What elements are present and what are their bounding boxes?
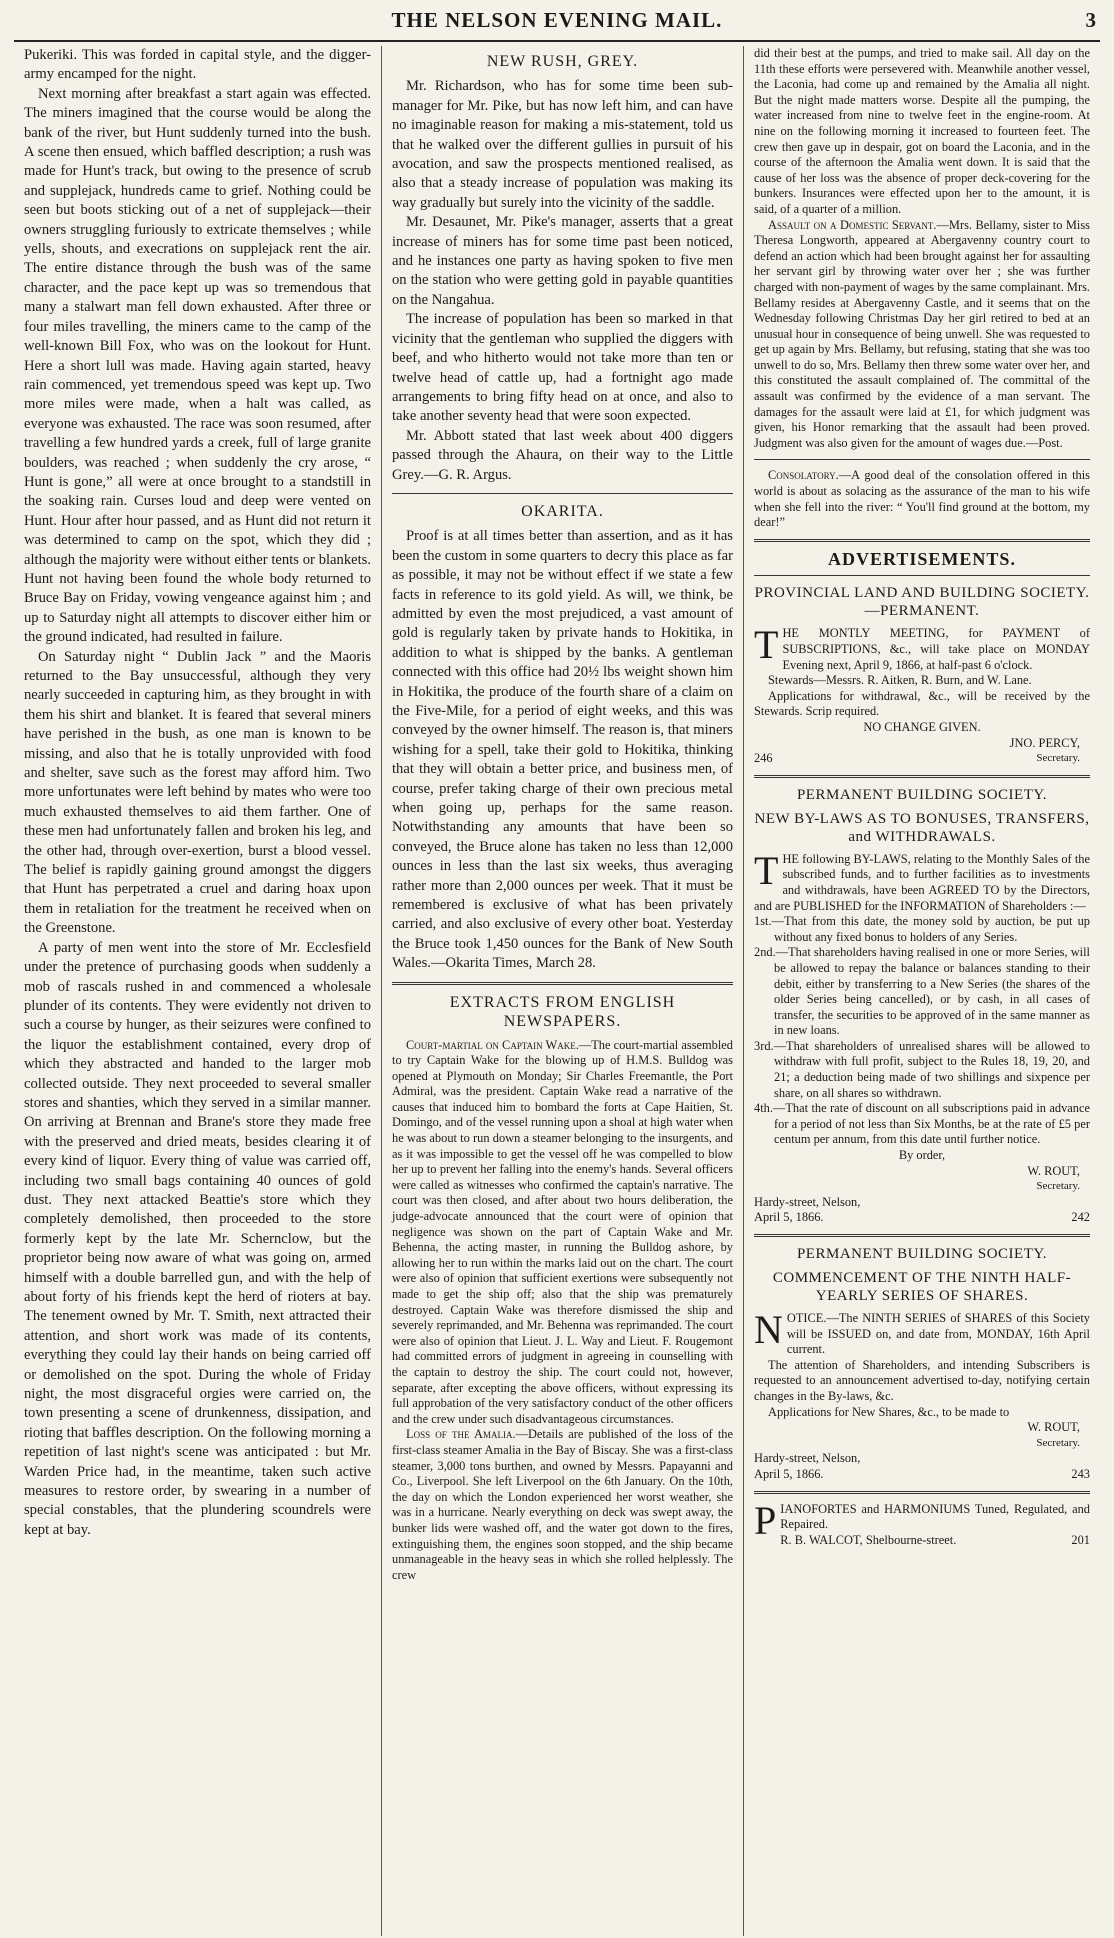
article-paragraph: Next morning after breakfast a start again was effected. The miners imagined that the course would be along the bank of the river, but Hunt suddenly turned into the bush. A scene then ensued, which baffled description; a rush was made for Hunt's track, but owing to the presence of scrub and supplejack, hundreds came to grief. Nothing could be seen but boots sticking out of a net of supplejack—their owners struggling furiously to extricate themselves ; while yells, shouts, and execrations on supplejack rent the air. The entire distance through the bush was of the same character, and the pace kept up was so tremendous that many a stalwart man fell down exhausted. After three or four miles travelling, the miners came to the camp of the well-known Bill Fox, who was on the lookout for Hunt. Here a short lull was made. Having again started, heavy rain commenced, yet tremendous speed was kept up. Two more miles were made, when a halt was called, as everyone was exhausted. The race was soon resumed, after travelling a few hundred yards a creek, full of large granite boulders, was reached ; when suddenly the cry arose, “ Hunt is gone,” all were at once brought to a standstill in the soaking rain. Curses loud and deep were vented on Hunt. Hour after hour passed, and as Hunt did not return it was determined to camp on the spot, which they did ; although the majority were without either tents or blankets. Hunt not having been found the whole body returned to Bruce Bay on Friday, vowing vengeance against him ; and up to Saturday night all attempts to discover either him or the ground indicated, had resulted in failure. [24, 85, 371, 646]
ad-date: April 5, 1866. [754, 1466, 824, 1481]
new-rush-heading: NEW RUSH, GREY. [486, 53, 639, 70]
ad-attention: The attention of Shareholders, and intending Subscribers is requested to an announcement advertised to-day, notifying certain changes in the By-laws, &c. [754, 1357, 1090, 1403]
ad-signer: W. ROUT, [1027, 1163, 1080, 1178]
ad-title: PERMANENT BUILDING SOCIETY. [796, 786, 1048, 803]
article-paragraph: The increase of population has been so marked in that vicinity that the gentleman who supplied the diggers with beef, and who hitherto would not take more than ten or twelve head of cattle up, had a fortnight ago made arrangements to bring fifty head on at once, and also to take another seventy head that were soon expected. [392, 311, 733, 425]
ad-signer: JNO. PERCY, [1009, 735, 1080, 750]
drop-cap: T [754, 847, 779, 893]
divider [754, 775, 1090, 778]
ad-signer: R. B. WALCOT, Shelbourne-street. [780, 1532, 957, 1547]
ad-body-text: OTICE.—The NINTH SERIES of SHARES of this Society will be ISSUED on, and date from, MONDAY, 16th April current. [786, 1311, 1090, 1357]
ad-subtitle: COMMENCEMENT OF THE NINTH HALF-YEARLY SERIES OF SHARES. [772, 1270, 1072, 1304]
assault-item [754, 218, 1090, 452]
court-martial-lead: Court-martial on Captain Wake. [406, 1037, 579, 1052]
assault-text: —Mrs. Bellamy, sister to Miss Theresa Longworth, appeared at Abergavenny country court to defend an action which had been brought against her for assaulting her servant girl by throwing water over her ; she was further charged with non-payment of wages by the same complainant. Mrs. Bellamy resides at Abergavenny Castle, and it seems that on the Wednesday following Christmas Day her girl retired to bed at an unusual hour in consequence of being unwell. She was requested to get up again by Mrs. Bellamy, but refusing, stating that she was too unwell to do so, Mrs. Bellamy then threw some water over her, and this constituted the assault complained of. The committal of the assault was confirmed by the evidence of a man servant. The damages for the assault were laid at £1, for which judgment was given, his Honor remarking that the assault had been proved. Judgment was also given for the amount of wages due.—Post. [754, 217, 1090, 450]
ad-no-change: NO CHANGE GIVEN. [863, 719, 981, 734]
extracts-heading: EXTRACTS FROM ENGLISH NEWSPAPERS. [449, 993, 676, 1031]
ad-title: PERMANENT BUILDING SOCIETY. [796, 1246, 1048, 1262]
amalia-item [392, 1427, 733, 1583]
ad-ref: 242 [1071, 1210, 1090, 1225]
column-2 [382, 46, 744, 1936]
ad-footer [780, 1533, 1090, 1549]
bylaw-item: 1st.—That from this date, the money sold by auction, be put up without any fixed bonus to holders of any Series. [754, 914, 1090, 944]
okarita-heading: OKARITA. [521, 502, 604, 520]
page-number: 3 [1085, 8, 1096, 32]
assault-lead: Assault on a Domestic Servant. [768, 217, 937, 232]
amalia-lead: Loss of the Amalia. [406, 1427, 516, 1442]
ad-role: Secretary. [1036, 1436, 1080, 1449]
court-martial-item [392, 1038, 733, 1428]
article-paragraph: A party of men went into the store of Mr. Ecclesfield under the pretence of purchasing goods when suddenly a mob of rascals rushed in and commenced a wholesale plunder of its contents. They were evidently not driven to such a course by hunger, as their seizures were confined to the liquor the establishment contained, every drop of which they abstracted and handed to the larger mob collected outside. They next proceeded to several smaller stores and shanties, which they served in a similar manner. On arriving at Brennan and Brane's store they made free with the preserved and dried meats, besides clearing it of every kind of liquor. Every thing of value was carried off, including two small bags containing 40 ounces of gold dust. They next attacked Beattie's store which they completely demolished, then proceeded to the store formerly kept by the late Mr. Schernclow, but the proprietor being now aware of what was going on, armed himself with a double barrelled gun, and with the help of about forty of his friends kept the herd of rioters at bay. The tenement owned by Mr. T. Smith, next attracted their attention, and short work was made of its contents, everything they could lay their hands on being carried off or demolished on the spot. During the whole of Friday night, the most disgraceful orgies were carried on, the town presenting a scene of drunkenness, dissipation, and rioting that baffles description. On the following morning a repetition of last night's scene was anticipated : but Mr. Warden Price had, in the meantime, taken such active measures to restore order, by swearing in a number of special constables, that the plundering scoundrels were kept at bay. [24, 939, 371, 1538]
divider [392, 982, 733, 985]
column-1 [14, 46, 382, 1936]
ad-stewards: Stewards—Messrs. R. Aitken, R. Burn, and W. Lane. [768, 673, 1032, 688]
ad-title: PROVINCIAL LAND AND BUILDING SOCIETY.—PERMANENT. [754, 585, 1090, 620]
bylaw-item: 3rd.—That shareholders of unrealised shares will be allowed to withdraw with full profit, subject to the Rules 18, 19, 20, and 21; a deduction being made of two shillings and sixpence per share, on all shares so withdrawn. [754, 1038, 1090, 1100]
divider [392, 493, 733, 494]
ad-subtitle: NEW BY-LAWS AS TO BONUSES, TRANSFERS, and WITHDRAWALS. [754, 810, 1090, 845]
article-paragraph: Mr. Abbott stated that last week about 400 diggers passed through the Ahaura, on their way to the Little Grey.—G. R. Argus. [392, 427, 733, 483]
ad-body-text: HE MONTLY MEETING, for PAYMENT of SUBSCRIPTIONS, &c., will take place on MONDAY Evening next, April 9, 1866, at half-past 6 o'clock. [782, 626, 1090, 672]
ad-date: April 5, 1866. [754, 1210, 824, 1225]
divider [754, 1234, 1090, 1237]
advertisement-ninth-series [754, 1245, 1090, 1483]
divider [754, 1491, 1090, 1494]
newspaper-title: THE NELSON EVENING MAIL. [391, 8, 723, 32]
bylaw-item: 2nd.—That shareholders having realised in one or more Series, will be allowed to repay the balance or balances standing to their debit, either by transferring to a New Series (the shares of the older Series being cancelled), or by cash, in all cases of transfer, the securities to be approved of in the same manner as in new loans. [754, 945, 1090, 1038]
consolatory-text: —A good deal of the consolation offered in this world is about as solacing as the assurance of the man to his wife when she fell into the river: “ You'll find ground at the bottom, my dear!” [754, 468, 1090, 530]
ad-signer: W. ROUT, [1027, 1420, 1080, 1435]
ad-role: Secretary. [1036, 752, 1080, 765]
ad-body [754, 622, 1090, 673]
advertisement-provincial [754, 584, 1090, 766]
ad-body-text: HE following BY-LAWS, relating to the Monthly Sales of the subscribed funds, and to further facilities as to investments and withdrawals, have been AGREED TO by the Directors, and are PUBLISHED for the INFORMATION of Shareholders :— [754, 851, 1090, 913]
advertisements-heading: ADVERTISEMENTS. [828, 548, 1016, 569]
masthead [14, 6, 1100, 42]
ad-applications: Applications for New Shares, &c., to be made to [768, 1404, 1010, 1419]
divider [754, 459, 1090, 460]
divider [754, 539, 1090, 542]
advertisement-pianofortes [754, 1497, 1090, 1549]
ad-role: Secretary. [1036, 1180, 1080, 1193]
drop-cap: N [754, 1307, 783, 1352]
article-paragraph: Pukeriki. This was forded in capital style, and the digger-army encamped for the night. [24, 47, 371, 83]
drop-cap: P [754, 1497, 777, 1543]
amalia-text: —Details are published of the loss of the first-class steamer Amalia in the Bay of Biscay. She was a first-class steamer, 3,000 tons burthen, and owned by Messrs. Papayanni and Co., Liverpool. She left Liverpool on the 6th January. On the 10th, the day on which the London experienced her worst weather, she was in a hurricane. Nearly everything on deck was swept away, the bunker lids were washed off, and the water got down to the fires, extinguishing them, the engines soon stopped, and the ship became unmanageable in the heavy seas in which she rolled helplessly. The crew [392, 1427, 733, 1582]
ad-address: Hardy-street, Nelson, [754, 1194, 861, 1209]
column-3 [744, 46, 1100, 1936]
ad-footer [754, 751, 1090, 767]
drop-cap: T [754, 622, 779, 668]
ad-ref: 243 [1071, 1466, 1090, 1481]
article-paragraph: Proof is at all times better than assertion, and as it has been the custom in some quarters to decry this place as far as possible, it may not be without effect if we state a few facts in reference to its gold yield. As will, we think, be admitted by even the most prejudiced, a vast amount of gold is regularly taken by private hands to Hokitika, in addition to what is shipped by the banks. A gentleman connected with this office had 20½ lbs weight shown him in Hokitika, the produce of the fourth share of a claim on the Five-Mile, for a period of eight weeks, and this was conveyed by the owner himself. The reason is, that miners wishing for a spell, take their gold to Hokitika, thinking that they will obtain a better price, and business men, of course, prefer taking charge of their own precious metal when going up, perhaps for the same reason. Notwithstanding any amounts that have been so conveyed, the Bruce alone has taken no less than 12,000 ounces in less than the last six weeks, thus averaging rather more than 2,000 ounces per week. That it must be remembered is exclusive of what has been privately carried, and also exclusive of every other boat. Yesterday the Bruce took 1,450 ounces for the Bank of New South Wales.—Okarita Times, March 28. [392, 528, 733, 972]
ad-applications: Applications for withdrawal, &c., will be received by the Stewards. Scrip required. [754, 688, 1090, 719]
ad-ref: 201 [1071, 1532, 1090, 1547]
divider [754, 575, 1090, 576]
ad-body [754, 1307, 1090, 1358]
ad-body [754, 847, 1090, 914]
article-paragraph: Mr. Desaunet, Mr. Pike's manager, asserts that a great increase of miners has for some time past been noticed, and he instances one party as having spoken to five men on the station who were getting gold in payable quantities on the Nangahua. [392, 214, 733, 308]
consolatory-lead: Consolatory. [768, 468, 839, 483]
columns [14, 46, 1100, 1936]
ad-footer [754, 1210, 1090, 1226]
article-paragraph: On Saturday night “ Dublin Jack ” and the Maoris returned to the Bay unsuccessful, although they very nearly succeeded in capturing him, as they brought in with them his shirt and blanket. It is feared that several miners have perished in the bush, as one man is known to be missing, and also that he is totally unprovided with food and shelter, save such as the forest may afford him. Two more unfortunates were left behind by mates who were too much exhausted themselves to aid them farther. One of these men had unfortunately fallen and broken his leg, and the other had, through over-exertion, burst a blood vessel. The belief is rapidly gaining ground amongst the diggers that Hunt has perpetrated a cruel and daring hoax upon them in retaliation for the treatment he received when on the Greenstone. [24, 648, 371, 937]
consolatory-item [754, 468, 1090, 530]
court-martial-text: —The court-martial assembled to try Captain Wake for the blowing up of H.M.S. Bulldog was opened at Plymouth on Monday; Sir Charles Freemantle, the Port Admiral, was the president. Captain Wake read a narrative of the causes that induced him to bombard the forts at Cape Haitien, St. Domingo, and of the vessel running upon a shoal at high water when he was about to run down a steamer belonging to the insurgents, and as it was impossible to get the vessel off he was compelled to blow her up to prevent her falling into the enemy's hands. Several officers were called as witnesses who confirmed the captain's narrative. The court was then closed, and after about two hours deliberation, the judge-advocate announced that the court were of opinion that negligence was shown on the part of Captain Wake and Mr. Behenna, the acting master, in running the Bulldog ashore, by allowing her to run within the marks laid out on the chart. The court were also of opinion that sufficient exertions were subsequently not made to get the ship off; also that the ship was prematurely destroyed. Captain Wake was therefore dismissed the ship and severely reprimanded, and Mr. Behenna was reprimanded. The court were also of opinion that Lieut. J. L. Way and Lieut. F. Rougemont had committed errors of judgment in agreeing in counselling with the captain to destroy the ship. The court could not, however, separate, after excepting the above officers, without expressing its full approbation of the very satisfactory conduct of the other officers and the crew under such disadvantageous circumstances. [392, 1037, 734, 1426]
ad-body-text: IANOFORTES and HARMONIUMS Tuned, Regulated, and Repaired. [780, 1501, 1090, 1532]
article-paragraph: Mr. Richardson, who has for some time been sub-manager for Mr. Pike, but has now left him, and can have no imaginable reason for making a mis-statement, told us that he walked over the different gullies in pursuit of his avocation, and saw the prospects mentioned realised, as also that a steady increase of population was making its way gradually but surely into the vicinity of the saddle. [392, 78, 733, 211]
ad-footer [754, 1467, 1090, 1483]
bylaw-item: 4th.—That the rate of discount on all subscriptions paid in advance for a period of not less than Six Months, be at the rate of £5 per centum per annum, from this date until further notice. [754, 1101, 1090, 1147]
ad-address: Hardy-street, Nelson, [754, 1451, 861, 1466]
advertisement-bylaws [754, 786, 1090, 1226]
ad-by-order: By order, [898, 1148, 946, 1163]
ad-ref: 246 [754, 751, 773, 766]
amalia-continued: did their best at the pumps, and tried to make sail. All day on the 11th these efforts were persevered with. Meanwhile another vessel, the Laconia, had come up and remained by the Amalia all night. But the night made matters worse. Despite all the pumping, the water increased from nine to twelve feet in the engine-room. At nine on the following morning it increased to fourteen feet. The crew then gave up in despair, got on board the Laconia, and in the course of the afternoon the Amalia went down. It is said that the cause of her loss was the absence of proper deck-covering for the bunkers. Insurances were effected upon her to the amount, it is said, of a quarter of a million. [754, 46, 1090, 216]
